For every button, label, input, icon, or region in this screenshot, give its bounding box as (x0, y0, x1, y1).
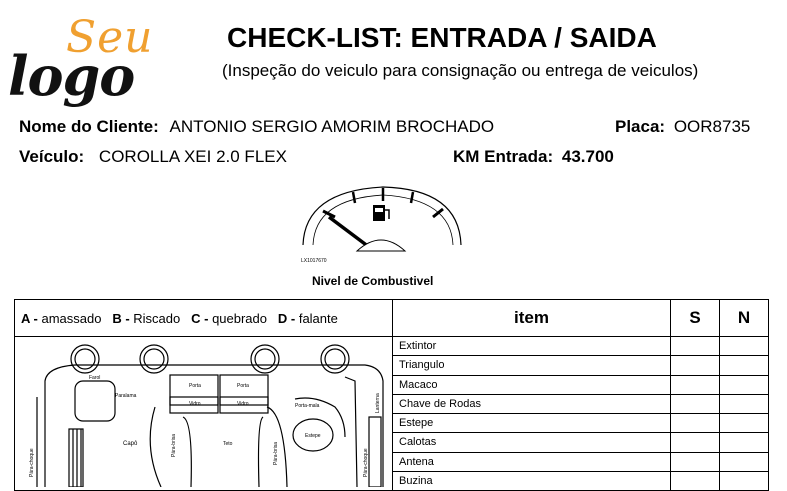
check-n-cell[interactable] (720, 375, 769, 394)
item-label: Calotas (393, 433, 671, 452)
diagram-label-porta-1: Porta (189, 383, 201, 389)
check-n-cell[interactable] (720, 356, 769, 375)
diagram-label-para-brisa-1: Pára-brisa (171, 433, 177, 457)
logo-text-top: Seu (66, 12, 154, 63)
damage-legend (15, 300, 393, 337)
item-label: Estepe (393, 414, 671, 433)
km-row (453, 147, 614, 167)
client-name-label: Nome do Cliente: (19, 117, 159, 136)
legend-code-a: A - (21, 310, 38, 326)
column-header-n: N (720, 300, 769, 337)
check-s-cell[interactable] (671, 375, 720, 394)
plate-row (615, 117, 750, 137)
legend-text-d: falante (298, 310, 338, 326)
plate-label: Placa: (615, 117, 666, 136)
check-n-cell[interactable] (720, 414, 769, 433)
gauge-code: LX1017670 (301, 258, 327, 264)
vehicle-value: COROLLA XEI 2.0 FLEX (98, 147, 287, 166)
check-n-cell[interactable] (720, 394, 769, 413)
vehicle-row (19, 147, 287, 167)
item-label: Chave de Rodas (393, 394, 671, 413)
check-s-cell[interactable] (671, 337, 720, 356)
legend-code-b: B - (112, 310, 130, 326)
car-diagram-cell (15, 337, 393, 491)
item-label: Triangulo (393, 356, 671, 375)
diagram-label-paralama: Paralama (115, 393, 137, 399)
document-title: CHECK-LIST: ENTRADA / SAIDA (227, 22, 657, 53)
client-name-value: ANTONIO SERGIO AMORIM BROCHADO (169, 117, 495, 136)
diagram-label-para-brisa-2: Pára-brisa (273, 441, 279, 465)
legend-code-d: D - (277, 310, 296, 326)
logo-text-bottom: logo (8, 44, 135, 108)
diagram-label-para-choque-front: Pára-choque (29, 448, 35, 477)
item-label: Extintor (393, 337, 671, 356)
check-n-cell[interactable] (720, 337, 769, 356)
km-value: 43.700 (561, 147, 614, 166)
diagram-label-estepe: Estepe (305, 433, 321, 439)
table-row (15, 337, 769, 356)
diagram-label-vidro-1: Vidro (189, 401, 201, 407)
check-n-cell[interactable] (720, 452, 769, 471)
legend-text-a: amassado (41, 310, 102, 326)
diagram-label-farol: Farol (89, 375, 101, 381)
diagram-label-porta-mala: Porta-mala (295, 403, 320, 409)
check-n-cell[interactable] (720, 433, 769, 452)
diagram-label-para-choque-rear: Pára-choque (363, 448, 369, 477)
item-label: Antena (393, 452, 671, 471)
check-s-cell[interactable] (671, 394, 720, 413)
km-label: KM Entrada: (453, 147, 554, 166)
check-s-cell[interactable] (671, 414, 720, 433)
vehicle-label: Veículo: (19, 147, 85, 166)
check-s-cell[interactable] (671, 356, 720, 375)
column-header-item: item (393, 300, 671, 337)
diagram-label-capo: Capô (123, 441, 138, 447)
legend-code-c: C - (191, 310, 209, 326)
company-logo (8, 10, 183, 110)
item-label: Buzina (393, 471, 671, 490)
fuel-level-label: Nivel de Combustivel (312, 274, 434, 288)
check-n-cell[interactable] (720, 471, 769, 490)
diagram-label-lanterna: Lanterna (375, 393, 381, 413)
document-subtitle: (Inspeção do veiculo para consignação ou entrega de veiculos) (222, 61, 699, 80)
column-header-s: S (671, 300, 720, 337)
car-top-view-diagram (15, 337, 392, 487)
table-header-row (15, 300, 769, 337)
diagram-label-teto: Teto (223, 441, 233, 447)
client-name-row (19, 117, 494, 137)
check-s-cell[interactable] (671, 471, 720, 490)
plate-value: OOR8735 (673, 117, 751, 136)
item-label: Macaco (393, 375, 671, 394)
diagram-label-porta-2: Porta (237, 383, 249, 389)
check-s-cell[interactable] (671, 433, 720, 452)
check-s-cell[interactable] (671, 452, 720, 471)
legend-text-b: Riscado (133, 310, 181, 326)
checklist-table (14, 299, 769, 491)
diagram-label-vidro-2: Vidro (237, 401, 249, 407)
fuel-gauge (299, 183, 465, 265)
legend-text-c: quebrado (212, 310, 268, 326)
